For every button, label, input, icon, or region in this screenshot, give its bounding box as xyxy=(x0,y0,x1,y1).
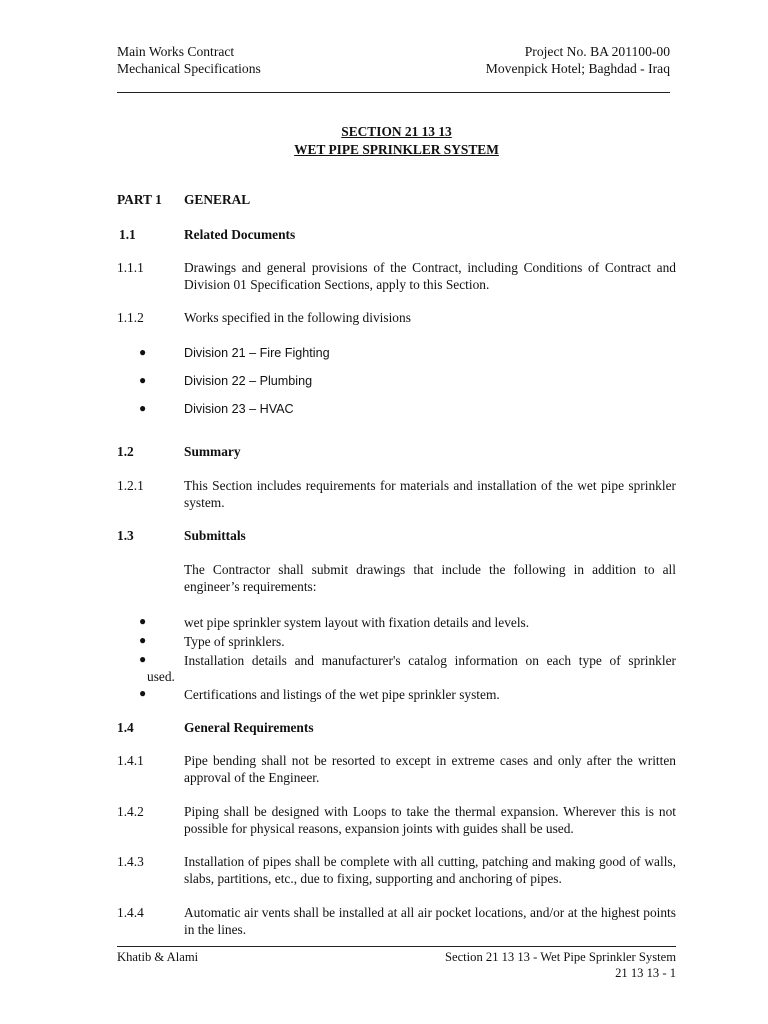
clause-1-4-4-number: 1.4.4 xyxy=(117,905,144,920)
heading-1-2: Summary xyxy=(184,444,241,459)
heading-1-2-number: 1.2 xyxy=(117,444,134,459)
header-location: Movenpick Hotel; Baghdad - Iraq xyxy=(485,61,670,76)
submittal-item: Type of sprinklers. xyxy=(184,634,285,649)
bullet-icon: ● xyxy=(139,686,147,700)
clause-1-1-1-text: Drawings and general provisions of the Contract, including Conditions of Contract and Division 01 Specification Sections, apply to this Section. xyxy=(184,260,676,292)
clause-1-1-2-number: 1.1.2 xyxy=(117,310,144,325)
heading-1-1: Related Documents xyxy=(184,227,296,242)
division-item: Division 22 – Plumbing xyxy=(184,374,313,388)
bullet-icon: ● xyxy=(139,401,147,415)
header-project-no: Project No. BA 201100-00 xyxy=(524,44,670,59)
header-rule xyxy=(117,92,670,93)
submittals-intro: The Contractor shall submit drawings that include the following in addition to all engineer’s requirements: xyxy=(184,562,676,594)
submittal-item: wet pipe sprinkler system layout with fixation details and levels. xyxy=(184,615,530,630)
submittal-item: Installation details and manufacturer's catalog information on each type of sprinkler xyxy=(184,653,676,668)
section-title: WET PIPE SPRINKLER SYSTEM xyxy=(294,142,499,157)
division-item: Division 23 – HVAC xyxy=(184,402,294,416)
submittal-item: Certifications and listings of the wet pipe sprinkler system. xyxy=(184,687,500,702)
bullet-icon: ● xyxy=(139,633,147,647)
clause-1-4-2-text: Piping shall be designed with Loops to take the thermal expansion. Wherever this is not possible for physical reasons, expansion joints with guides shall be used. xyxy=(184,804,676,836)
bullet-icon: ● xyxy=(139,345,147,359)
header-contract: Main Works Contract xyxy=(117,44,235,59)
bullet-icon: ● xyxy=(139,373,147,387)
footer-company: Khatib & Alami xyxy=(117,950,199,964)
section-number: SECTION 21 13 13 xyxy=(341,124,452,139)
footer-section: Section 21 13 13 - Wet Pipe Sprinkler System xyxy=(444,950,676,964)
bullet-icon: ● xyxy=(139,614,147,628)
heading-1-3: Submittals xyxy=(184,528,246,543)
heading-1-3-number: 1.3 xyxy=(117,528,134,543)
clause-1-2-1-number: 1.2.1 xyxy=(117,478,144,493)
footer-page-number: 21 13 13 - 1 xyxy=(615,966,676,980)
clause-1-2-1-text: This Section includes requirements for materials and installation of the wet pipe sprinkler system. xyxy=(184,478,676,510)
clause-1-4-2-number: 1.4.2 xyxy=(117,804,144,819)
heading-1-1-number: 1.1 xyxy=(119,227,136,242)
part-name: GENERAL xyxy=(184,192,251,207)
clause-1-1-2-text: Works specified in the following divisions xyxy=(184,310,411,325)
clause-1-4-4-text: Automatic air vents shall be installed at all air pocket locations, and/or at the highest points in the lines. xyxy=(184,905,676,937)
heading-1-4-number: 1.4 xyxy=(117,720,134,735)
clause-1-4-1-number: 1.4.1 xyxy=(117,753,144,768)
clause-1-4-3-number: 1.4.3 xyxy=(117,854,144,869)
clause-1-1-1-number: 1.1.1 xyxy=(117,260,144,275)
part-label: PART 1 xyxy=(117,192,162,207)
clause-1-4-1-text: Pipe bending shall not be resorted to except in extreme cases and only after the written approval of the Engineer. xyxy=(184,753,676,785)
header-spec: Mechanical Specifications xyxy=(117,61,261,76)
bullet-icon: ● xyxy=(139,652,147,666)
clause-1-4-3-text: Installation of pipes shall be complete with all cutting, patching and making good of walls, slabs, partitions, etc., due to fixing, supporting and anchoring of pipes. xyxy=(184,854,676,886)
heading-1-4: General Requirements xyxy=(184,720,314,735)
division-item: Division 21 – Fire Fighting xyxy=(184,346,330,360)
submittal-item-continuation: used. xyxy=(147,669,175,684)
footer-rule xyxy=(117,946,676,947)
